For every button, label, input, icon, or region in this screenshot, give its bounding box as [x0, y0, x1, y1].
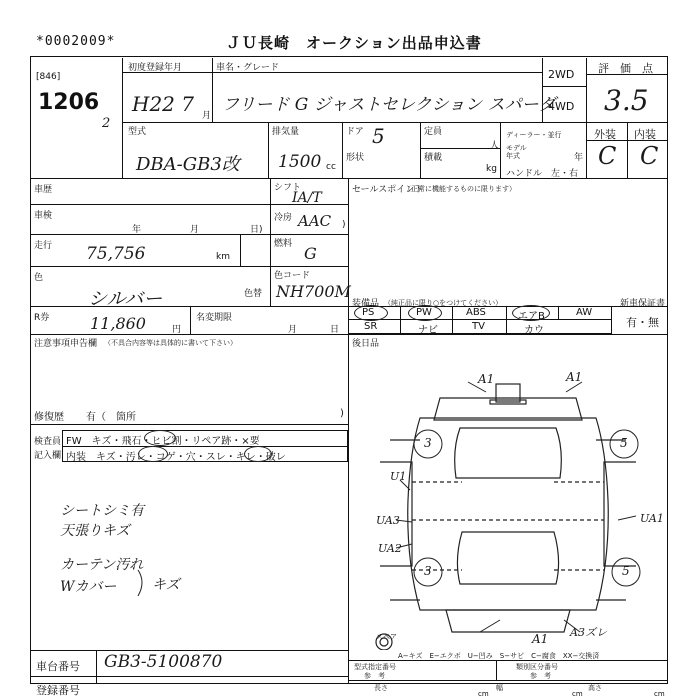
drive-4wd: 4WD [548, 100, 575, 113]
equipment-pw: PW [416, 307, 432, 318]
inspection-close: ) [342, 220, 346, 230]
drive-2wd: 2WD [548, 68, 575, 81]
note-line-1: シートシミ有 [60, 503, 144, 519]
mileage-unit: km [216, 252, 230, 262]
warranty-label: 新車保証書 [620, 299, 666, 309]
category-number-label: 類別区分番号 [516, 663, 558, 671]
notes-label: 注意事項申告欄 [34, 339, 98, 349]
inspector-wear-circle [244, 446, 272, 462]
category-number-ref: 参 考 [530, 672, 551, 680]
dealer-label: ディーラー・並行 [506, 131, 562, 139]
inspector-label: 検査員 [34, 437, 62, 447]
model-label: 型式 [128, 127, 147, 137]
color-code-label: 色コード [274, 271, 311, 281]
equipment-ps: PS [362, 307, 375, 318]
note-line-4: Wカバー [60, 579, 117, 595]
equipment-cow: カウ [524, 325, 544, 336]
first-registration-month-unit: 月 [202, 111, 212, 121]
fuel-label: 燃料 [274, 239, 293, 249]
spare-tire-label: スペア [376, 633, 397, 641]
height-label: 高さ [588, 684, 602, 692]
note-line-2: 天張りキズ [60, 523, 130, 539]
color-value: シルバー [88, 288, 163, 310]
displacement-label: 排気量 [272, 127, 300, 137]
inspector-row2: 内装 キズ・汚レ・コゲ・穴・スレ・キレ・破レ [66, 452, 286, 463]
equipment-ps-circle [354, 305, 388, 321]
car-damage-diagram [350, 370, 666, 650]
form-code: [846] [36, 72, 61, 82]
diagram-mark-u1: U1 [390, 470, 407, 483]
equipment-label: 装備品 [352, 299, 380, 309]
aircon-label: 冷房 [274, 213, 293, 223]
inspection-label: 車検 [34, 211, 53, 221]
serial-number: *0002009* [36, 34, 116, 49]
equipment-airbag-circle [512, 305, 550, 321]
note-line-3: カーテン汚れ [60, 557, 144, 573]
width-unit: cm [572, 690, 583, 698]
title-change-day: 日 [330, 325, 340, 335]
damage-legend: A−キズ E−エクボ U−凹み S−サビ C−腐食 XX−交換済 [398, 652, 600, 660]
car-name-value: フリード G ジャストセレクション スパーダ [222, 95, 556, 115]
equipment-abs: ABS [466, 307, 486, 318]
note-bracket [134, 568, 154, 598]
recycle-unit: 円 [172, 325, 182, 335]
grade-value: 3.5 [604, 84, 649, 117]
handle-label: ハンドル 左・右 [506, 169, 579, 179]
car-name-label: 車名・グレード [216, 63, 280, 73]
capacity-unit: 人 [490, 141, 500, 151]
length-label: 長さ [374, 684, 388, 692]
mileage-label: 走行 [34, 241, 53, 251]
interior-label: 内装 [634, 128, 656, 141]
color-label: 色 [34, 273, 44, 283]
door-label: ドア [346, 127, 364, 137]
recycle-label: R券 [34, 313, 50, 323]
inspection-year: 年 [132, 225, 142, 235]
inspection-month: 月 [190, 225, 200, 235]
equipment-tv: TV [472, 321, 485, 332]
model-designation-ref: 参 考 [364, 672, 385, 680]
displacement-unit: cc [326, 162, 336, 172]
diagram-mark-a1-bottom: A1 [532, 632, 549, 646]
color-code-value: NH700M [276, 282, 351, 301]
lot-number: 1206 [38, 90, 100, 115]
height-unit: cm [654, 690, 665, 698]
recycle-value: 11,860 [90, 314, 146, 333]
repair-history-label: 修復歴 [34, 412, 64, 423]
mileage-value: 75,756 [86, 244, 146, 264]
model-value: DBA-GB3改 [136, 154, 240, 175]
registration-number-label: 登録番号 [36, 684, 80, 697]
equipment-aw: AW [576, 307, 593, 318]
diagram-mark-a1-top-left: A1 [478, 372, 495, 386]
form-title: ＪＵ長崎 オークション出品申込書 [226, 34, 482, 52]
load-unit: kg [486, 164, 497, 174]
chassis-number-value: GB3-5100870 [104, 652, 223, 672]
inspector-entry-label: 記入欄 [34, 451, 62, 461]
diagram-mark-ua2: UA2 [378, 542, 402, 555]
exterior-label: 外装 [594, 128, 616, 141]
inspector-chip-circle [144, 430, 176, 446]
diagram-mark-ua3: UA3 [376, 514, 400, 527]
load-label: 積載 [424, 153, 443, 163]
chassis-number-label: 車台番号 [36, 660, 80, 673]
title-change-month: 月 [288, 325, 298, 335]
equipment-airbag: エアB [518, 311, 545, 322]
diagram-mark-a3-bottom: A3ズレ [570, 626, 607, 639]
exterior-value: C [598, 142, 617, 170]
first-registration-value: H22 7 [132, 92, 194, 116]
shift-label: シフト [274, 183, 302, 193]
interior-value: C [640, 142, 659, 170]
repair-history-value: 有（ 箇所 [86, 412, 136, 423]
width-label: 幅 [496, 684, 503, 692]
equipment-navi: ナビ [418, 325, 438, 336]
year-unit: 年 [574, 153, 584, 163]
notes-sublabel: （不具合内容等は具体的に書いて下さい） [104, 339, 237, 347]
after-items-label: 後日品 [352, 339, 380, 349]
selling-points-note: （正常に機能するものに限ります） [404, 185, 516, 193]
diagram-mark-5-bottom: 5 [622, 564, 630, 578]
diagram-mark-5-top: 5 [620, 436, 628, 450]
grade-label: 評 価 点 [598, 62, 653, 75]
diagram-mark-ua1: UA1 [640, 512, 664, 525]
first-registration-label: 初度登録年月 [128, 63, 183, 73]
aircon-value: AAC [298, 212, 332, 230]
lot-mark: 2 [102, 116, 111, 131]
selling-points-label: セールスポイント [352, 185, 424, 195]
diagram-mark-3-top: 3 [424, 436, 432, 450]
capacity-label: 定員 [424, 127, 443, 137]
history-label: 車歴 [34, 185, 53, 195]
warranty-value: 有・無 [626, 316, 659, 329]
inspector-row1: FW キズ・飛石・ヒビ割・リペア跡・×要 [66, 436, 260, 447]
equipment-note: （純正品に限り○をつけてください） [384, 299, 503, 307]
equipment-pw-circle [408, 305, 442, 321]
inspector-stain-circle [138, 446, 168, 462]
color-change-label: 色替 [244, 289, 263, 299]
model-year-label: モデル 年式 [506, 144, 527, 160]
equipment-sr: SR [364, 321, 378, 332]
displacement-value: 1500 [278, 152, 322, 172]
fuel-value: G [304, 244, 317, 263]
shift-value: IA/T [292, 190, 322, 206]
inspection-day: 日) [250, 225, 263, 235]
title-change-label: 名変期限 [196, 313, 233, 323]
shape-label: 形状 [346, 153, 365, 163]
note-line-5: キズ [152, 577, 180, 593]
door-value: 5 [372, 124, 385, 148]
model-designation-label: 型式指定番号 [354, 663, 396, 671]
repair-history-close: ) [340, 408, 344, 419]
length-unit: cm [478, 690, 489, 698]
diagram-mark-3-bottom: 3 [424, 564, 432, 578]
diagram-mark-a1-top-right: A1 [566, 370, 583, 384]
